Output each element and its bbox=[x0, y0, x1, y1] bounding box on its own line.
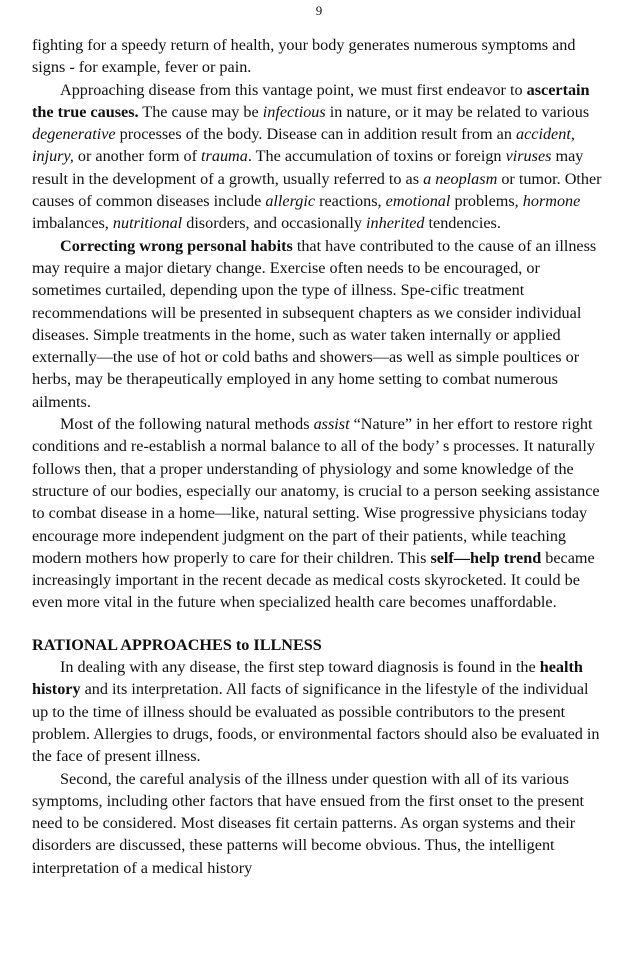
emphasis-italic: allergic bbox=[265, 192, 316, 211]
emphasis-bold: self—help trend bbox=[430, 548, 542, 567]
emphasis-bold: ascertain the true causes. bbox=[32, 80, 590, 121]
emphasis-italic: inherited bbox=[366, 214, 425, 233]
paragraph-4: Most of the following natural methods assist “Nature” in her effort to restore right conditions and re-establish a normal balance to all of the body’ s processes. It naturally follows then, that a proper understanding of physiology and some knowledge of the structure of our bodies, especially our anatomy, is crucial to a person seeking assistance to combat disease in a home—like, natural setting. Wise progressive physicians today encourage more independent judgment on the part of their patients, while teaching modern mothers how properly to care for their children. This self—help trend became increasingly important in the recent decade as medical costs skyrocketed. It could be even more vital in the future when specialized health care becomes unaffordable. bbox=[32, 415, 600, 612]
page-body bbox=[32, 34, 607, 879]
emphasis-italic: infectious bbox=[262, 102, 326, 121]
emphasis-italic: assist bbox=[313, 415, 350, 434]
emphasis-italic: accident, injury, bbox=[32, 125, 575, 166]
emphasis-bold: health history bbox=[32, 658, 583, 699]
section-heading: RATIONAL APPROACHES to ILLNESS bbox=[32, 635, 322, 654]
emphasis-italic: emotional bbox=[385, 192, 451, 211]
emphasis-italic: hormone bbox=[522, 192, 581, 211]
emphasis-italic: trauma bbox=[201, 147, 248, 166]
paragraph-1: fighting for a speedy return of health, your body generates numerous symptoms and signs - for example, fever or pain. bbox=[32, 36, 576, 77]
emphasis-italic: viruses bbox=[505, 147, 552, 166]
emphasis-bold: Correcting wrong personal habits bbox=[60, 236, 293, 255]
paragraph-3: Correcting wrong personal habits that have contributed to the cause of an illness may require a major dietary change. Exercise often needs to be encouraged, or sometimes curtailed, depending upon the type of illness. Spe-cific treatment recommendations will be presented in subsequent chapters as we consider individual diseases. Simple treatments in the home, such as water taken internally or applied externally—the use of hot or cold baths and showers—as well as simple poultices or herbs, may be therapeutically employed in any home setting to combat numerous ailments. bbox=[32, 236, 597, 411]
emphasis-italic: degenerative bbox=[32, 125, 116, 144]
paragraph-5: In dealing with any disease, the first step toward diagnosis is found in the health history and its interpretation. All facts of significance in the lifestyle of the individual up to the time of illness should be evaluated as possible contributors to the present problem. Allergies to drugs, foods, or environmental factors should also be evaluated in the face of present illness. bbox=[32, 658, 600, 766]
emphasis-italic: nutritional bbox=[112, 214, 183, 233]
paragraph-2: Approaching disease from this vantage point, we must first endeavor to ascertain the true causes. The cause may be infectious in nature, or it may be related to various degenerative processes of the body. Disease can in addition result from an accident, injury, or another form of trauma. The accumulation of toxins or foreign viruses may result in the development of a growth, usually referred to as a neoplasm or tumor. Other causes of common diseases include allergic reactions, emotional problems, hormone imbalances, nutritional disorders, and occasionally inherited tendencies. bbox=[32, 80, 602, 233]
paragraph-6: Second, the careful analysis of the illness under question with all of its various symptoms, including other factors that have ensued from the first onset to the present need to be considered. Most diseases fit certain patterns. As organ systems and their disorders are discussed, these patterns will become obvious. Thus, the intelligent interpretation of a medical history bbox=[32, 769, 585, 877]
emphasis-italic: a neoplasm bbox=[423, 169, 498, 188]
page-number: 9 bbox=[315, 3, 323, 18]
